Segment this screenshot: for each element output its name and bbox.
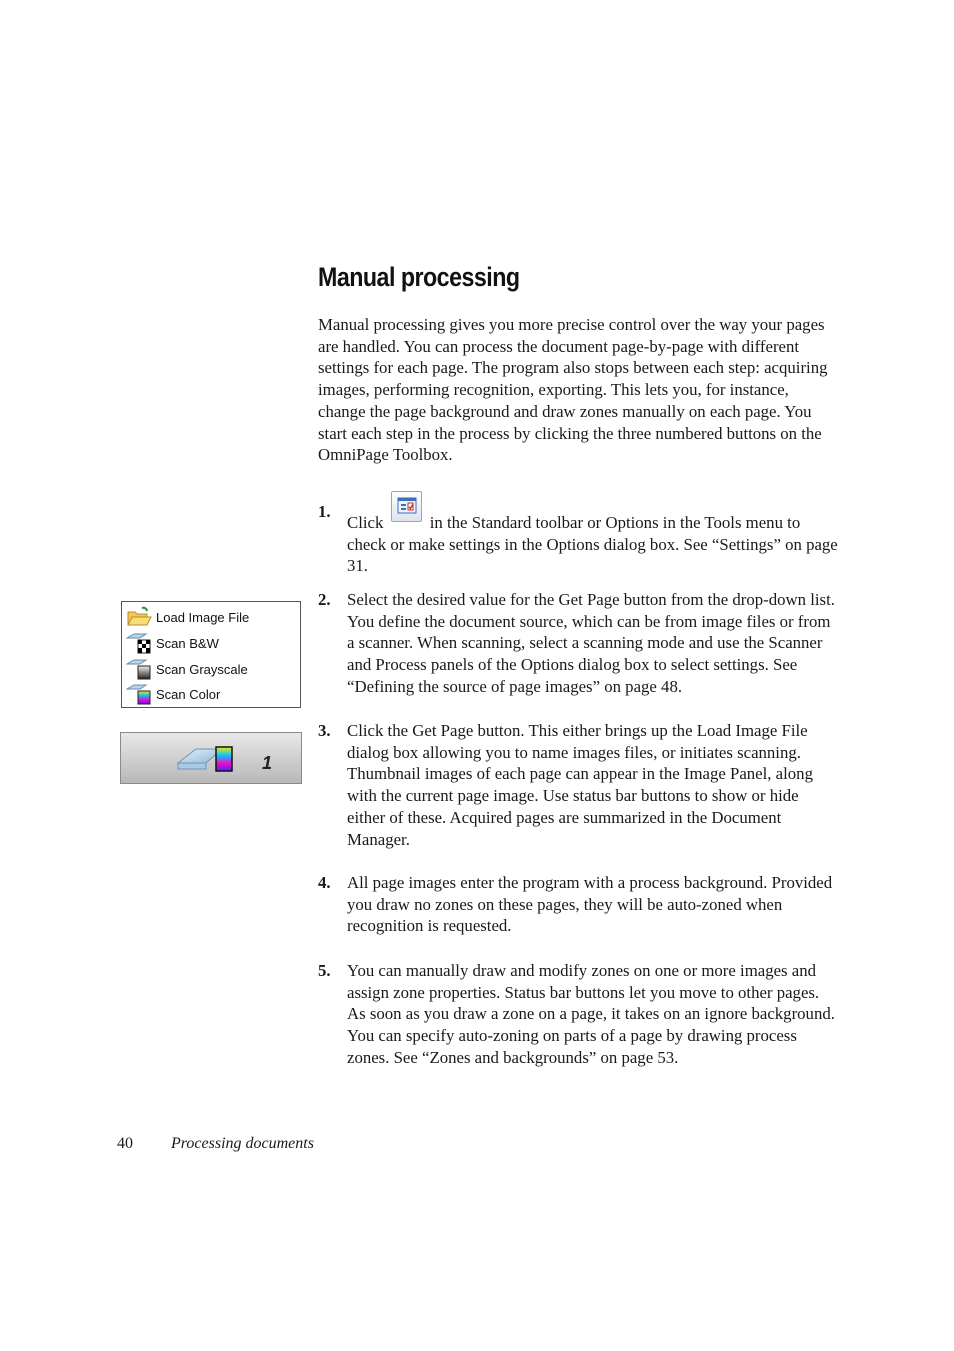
menu-item-load-image-file[interactable] <box>126 605 296 629</box>
step-text: You can manually draw and modify zones on one or more images and assign zone properties. Status bar buttons let you move to other pages. As soon as you draw a zone on a page, it takes on an ignore background. You can specify auto-zoning on parts of a page by drawing process zones. See “Zones and backgrounds” on page 53. <box>347 961 835 1067</box>
options-icon[interactable] <box>391 491 422 522</box>
step-text: All page images enter the program with a process background. Provided you draw no zones on these pages, they will be auto-zoned when recognition is requested. <box>347 873 833 936</box>
footer-section-title: Processing documents <box>171 1135 314 1152</box>
scan-bw-icon <box>126 632 152 654</box>
step-4 <box>318 872 838 937</box>
step-text: Click the Get Page button. This either brings up the Load Image File dialog box allowing you to name images files, or initiates scanning. Thumbnail images of each page can appear in the Image Panel, along with the current page image. Use status bar buttons to show or hide either of these. Acquired pages are summarized in the Document Manager. <box>347 721 813 849</box>
step-text: Select the desired value for the Get Page button from the drop-down list. You define the document source, which can be from image files or from a scanner. When scanning, select a scanning mode and use the Scanner and Process panels of the Options dialog box to select settings. See “Defining the source of page images” on page 48. <box>347 590 835 696</box>
step-number: 3. <box>318 721 331 740</box>
menu-item-scan-bw[interactable] <box>126 631 296 655</box>
menu-item-scan-grayscale[interactable] <box>126 657 296 681</box>
step-text-rest: in the Standard toolbar or Options in the Tools menu to check or make settings in the Options dialog box. See “Settings” on page 31. <box>347 513 838 576</box>
menu-item-label: Load Image File <box>156 610 250 625</box>
menu-item-label: Scan Color <box>156 687 221 702</box>
scan-color-icon <box>126 683 152 705</box>
page-number: 40 <box>117 1135 133 1152</box>
get-page-dropdown-menu <box>121 601 301 708</box>
scan-grayscale-icon <box>126 658 152 680</box>
get-page-button[interactable] <box>120 732 302 784</box>
folder-icon <box>126 606 152 628</box>
menu-item-scan-color[interactable] <box>126 682 296 706</box>
menu-item-label: Scan B&W <box>156 636 219 651</box>
intro-paragraph: Manual processing gives you more precise control over the way your pages are handled. You can process the document page-by-page with different settings for each page. The program also stops between each step: acquiring images, performing recognition, exporting. This lets you, for instance, change the page background and draw zones manually on each page. You start each step in the process by clicking the three numbered buttons on the OmniPage Toolbox. <box>318 315 828 465</box>
step-2 <box>318 589 838 698</box>
step-number: 4. <box>318 873 331 892</box>
menu-item-label: Scan Grayscale <box>156 662 248 677</box>
step-text-lead: Click <box>347 513 388 532</box>
page-title: Manual processing <box>318 262 520 292</box>
step-number: 5. <box>318 961 331 980</box>
step-number: 2. <box>318 590 331 609</box>
step-3 <box>318 720 838 850</box>
step-number: 1. <box>318 502 331 521</box>
scanner-color-icon <box>176 741 246 777</box>
step-5 <box>318 960 838 1069</box>
step-1 <box>318 501 838 577</box>
step-text <box>347 501 838 577</box>
get-page-step-number: 1 <box>262 753 273 773</box>
